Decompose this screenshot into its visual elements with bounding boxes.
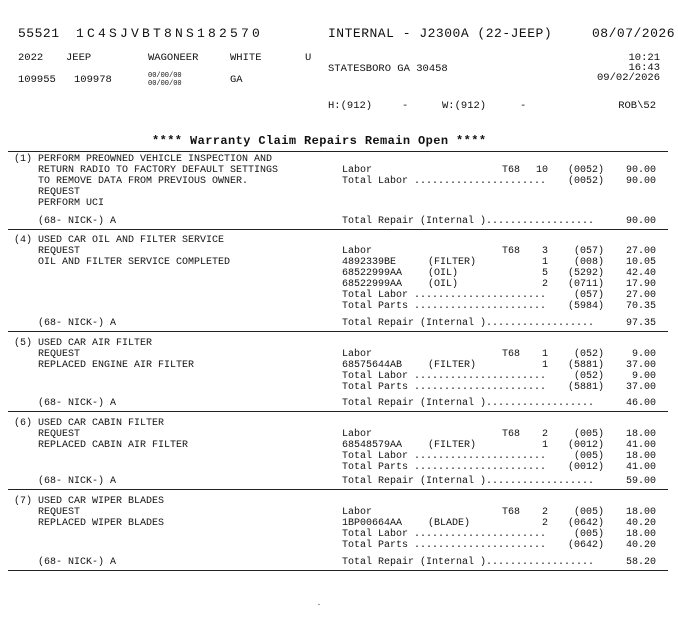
cost-code: (005)	[573, 529, 604, 540]
line-amount: 18.00	[625, 529, 656, 540]
divider	[8, 489, 668, 490]
cost-code: (0711)	[567, 279, 604, 290]
line-label: Total Labor ......................	[342, 451, 547, 462]
mileage-out: 109978	[74, 74, 112, 86]
cost-code: (0642)	[567, 540, 604, 551]
line-label: Total Parts ......................	[342, 540, 547, 551]
cost-code: (005)	[573, 429, 604, 440]
cost-code: (057)	[573, 246, 604, 257]
quantity: 1	[541, 349, 548, 360]
job-description-line: USED CAR CABIN FILTER	[38, 418, 165, 429]
line-amount: 90.00	[625, 176, 656, 187]
job-description-line: REPLACED ENGINE AIR FILTER	[38, 360, 195, 371]
line-label: Labor	[342, 165, 373, 176]
job-description-line: RETURN RADIO TO FACTORY DEFAULT SETTINGS	[38, 165, 279, 176]
cost-code: (5984)	[567, 301, 604, 312]
line-amount: 70.35	[625, 301, 656, 312]
vehicle-code: U	[305, 52, 312, 64]
job-description-line: USED CAR AIR FILTER	[38, 338, 153, 349]
state: GA	[230, 74, 243, 86]
line-label: Total Labor ......................	[342, 290, 547, 301]
vin-number: 1C4SJVBT8NS182570	[76, 26, 264, 41]
job-description-line: PERFORM PREOWNED VEHICLE INSPECTION AND	[38, 154, 273, 165]
open-date: 08/07/2026	[592, 26, 676, 41]
line-amount: 18.00	[625, 451, 656, 462]
vehicle-model: WAGONEER	[148, 52, 199, 64]
tech-code: T68	[502, 507, 521, 518]
line-label: Total Labor ......................	[342, 176, 547, 187]
part-description: (FILTER)	[428, 360, 477, 371]
line-amount: 18.00	[625, 429, 656, 440]
line-label: Total Labor ......................	[342, 529, 547, 540]
line-amount: 41.00	[625, 462, 656, 473]
technician: (68- NICK-) A	[38, 476, 117, 487]
city-line: STATESBORO GA 30458	[328, 63, 448, 75]
stray-mark	[318, 604, 320, 605]
job-description-line: TO REMOVE DATA FROM PREVIOUS OWNER.	[38, 176, 249, 187]
line-label: 68522999AA	[342, 279, 403, 290]
total-repair-label: Total Repair (Internal )..................	[342, 318, 595, 329]
time-in: 10:21	[628, 52, 660, 64]
cost-code: (0642)	[567, 518, 604, 529]
cost-code: (5292)	[567, 268, 604, 279]
total-repair-label: Total Repair (Internal )..................	[342, 216, 595, 227]
job-description-line: REQUEST	[38, 246, 81, 257]
line-amount: 42.40	[625, 268, 656, 279]
line-amount: 40.20	[625, 540, 656, 551]
line-amount: 18.00	[625, 507, 656, 518]
job-description-line: USED CAR WIPER BLADES	[38, 496, 165, 507]
line-label: 68575644AB	[342, 360, 403, 371]
tech-code: T68	[502, 165, 521, 176]
cost-code: (057)	[573, 290, 604, 301]
line-amount: 90.00	[625, 165, 656, 176]
job-number: (4)	[14, 235, 33, 246]
total-repair-amount: 58.20	[625, 557, 656, 568]
job-description-line: REQUEST	[38, 187, 81, 198]
quantity: 1	[541, 360, 548, 371]
job-description-line: REQUEST	[38, 349, 81, 360]
small-date-2: 00/00/00	[148, 80, 182, 88]
job-description-line: REQUEST	[38, 429, 81, 440]
line-label: Total Parts ......................	[342, 301, 547, 312]
advisor-code: ROB\52	[618, 100, 656, 112]
job-description-line: PERFORM UCI	[38, 198, 105, 209]
quantity: 2	[541, 429, 548, 440]
line-label: Labor	[342, 429, 373, 440]
quantity: 1	[541, 257, 548, 268]
account-name: INTERNAL - J2300A (22-JEEP)	[328, 26, 553, 41]
vehicle-make: JEEP	[66, 52, 92, 64]
divider	[8, 331, 668, 332]
part-description: (FILTER)	[428, 440, 477, 451]
technician: (68- NICK-) A	[38, 557, 117, 568]
quantity: 5	[541, 268, 548, 279]
line-label: Total Parts ......................	[342, 462, 547, 473]
total-repair-amount: 97.35	[625, 318, 656, 329]
small-date-1: 00/00/00	[148, 72, 182, 80]
job-description-line: REQUEST	[38, 507, 81, 518]
quantity: 1	[541, 440, 548, 451]
total-repair-label: Total Repair (Internal )..................	[342, 476, 595, 487]
cost-code: (052)	[573, 371, 604, 382]
line-amount: 9.00	[631, 371, 656, 382]
ro-number: 55521	[18, 26, 60, 41]
line-amount: 37.00	[625, 360, 656, 371]
cost-code: (0052)	[567, 165, 604, 176]
quantity: 3	[541, 246, 548, 257]
home-phone-dash: -	[402, 100, 409, 112]
line-label: 68548579AA	[342, 440, 403, 451]
job-number: (5)	[14, 338, 33, 349]
cost-code: (008)	[573, 257, 604, 268]
time-out: 16:43	[628, 62, 660, 74]
line-label: Labor	[342, 246, 373, 257]
divider	[8, 151, 668, 152]
technician: (68- NICK-) A	[38, 216, 117, 227]
work-phone-dash: -	[520, 100, 527, 112]
line-label: Labor	[342, 349, 373, 360]
line-label: Total Parts ......................	[342, 382, 547, 393]
total-repair-label: Total Repair (Internal )..................	[342, 557, 595, 568]
line-amount: 10.05	[625, 257, 656, 268]
quantity: 2	[541, 518, 548, 529]
job-description-line: REPLACED WIPER BLADES	[38, 518, 165, 529]
work-phone: W:(912)	[442, 100, 487, 112]
technician: (68- NICK-) A	[38, 318, 117, 329]
vehicle-color: WHITE	[230, 52, 262, 64]
vehicle-year: 2022	[18, 52, 44, 64]
line-label: 1BP00664AA	[342, 518, 403, 529]
part-description: (FILTER)	[428, 257, 477, 268]
quantity: 10	[535, 165, 548, 176]
line-amount: 41.00	[625, 440, 656, 451]
total-repair-label: Total Repair (Internal )..................	[342, 398, 595, 409]
line-label: Labor	[342, 507, 373, 518]
cost-code: (5881)	[567, 360, 604, 371]
part-description: (OIL)	[428, 279, 459, 290]
job-number: (6)	[14, 418, 33, 429]
quantity: 2	[541, 507, 548, 518]
technician: (68- NICK-) A	[38, 398, 117, 409]
job-number: (1)	[14, 154, 33, 165]
divider	[8, 570, 668, 571]
mileage-in: 109955	[18, 74, 56, 86]
line-label: 4892339BE	[342, 257, 397, 268]
total-repair-amount: 59.00	[625, 476, 656, 487]
line-amount: 9.00	[631, 349, 656, 360]
job-description-line: OIL AND FILTER SERVICE COMPLETED	[38, 257, 231, 268]
total-repair-amount: 46.00	[625, 398, 656, 409]
tech-code: T68	[502, 349, 521, 360]
line-amount: 27.00	[625, 246, 656, 257]
cost-code: (0052)	[567, 176, 604, 187]
home-phone: H:(912)	[328, 100, 373, 112]
warranty-banner: **** Warranty Claim Repairs Remain Open ****	[152, 134, 487, 148]
line-amount: 40.20	[625, 518, 656, 529]
cost-code: (5881)	[567, 382, 604, 393]
line-amount: 37.00	[625, 382, 656, 393]
cost-code: (005)	[573, 451, 604, 462]
line-amount: 17.90	[625, 279, 656, 290]
line-label: Total Labor ......................	[342, 371, 547, 382]
divider	[8, 411, 668, 412]
job-number: (7)	[14, 496, 33, 507]
tech-code: T68	[502, 429, 521, 440]
close-date: 09/02/2026	[596, 72, 660, 84]
quantity: 2	[541, 279, 548, 290]
job-description-line: USED CAR OIL AND FILTER SERVICE	[38, 235, 225, 246]
cost-code: (052)	[573, 349, 604, 360]
part-description: (OIL)	[428, 268, 459, 279]
cost-code: (0012)	[567, 462, 604, 473]
cost-code: (0012)	[567, 440, 604, 451]
total-repair-amount: 90.00	[625, 216, 656, 227]
cost-code: (005)	[573, 507, 604, 518]
line-amount: 27.00	[625, 290, 656, 301]
divider	[8, 229, 668, 230]
job-description-line: REPLACED CABIN AIR FILTER	[38, 440, 189, 451]
tech-code: T68	[502, 246, 521, 257]
line-label: 68522999AA	[342, 268, 403, 279]
part-description: (BLADE)	[428, 518, 471, 529]
